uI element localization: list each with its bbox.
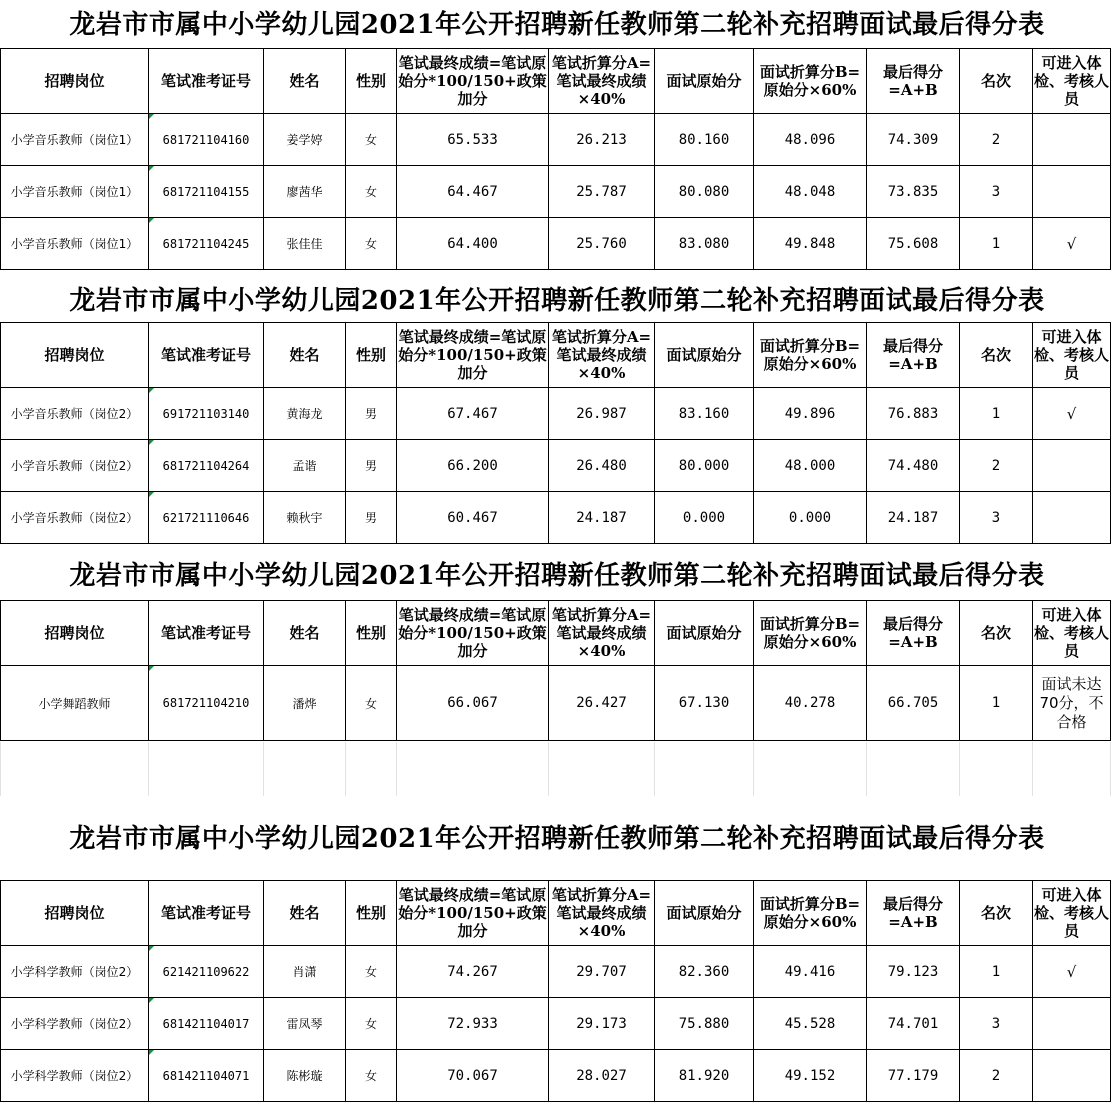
cell-written-final: 72.933 bbox=[397, 998, 549, 1050]
section-title: 龙岩市市属中小学幼儿园2021年公开招聘新任教师第二轮补充招聘面试最后得分表 bbox=[69, 286, 1045, 316]
header-interview-b: 面试折算分B=原始分×60% bbox=[754, 601, 867, 666]
cell-written-final: 64.467 bbox=[397, 166, 549, 218]
cell-post: 小学音乐教师（岗位2） bbox=[1, 492, 149, 544]
header-total: 最后得分=A+B bbox=[867, 49, 960, 114]
cell-written-final: 67.467 bbox=[397, 388, 549, 440]
cell-written-final: 65.533 bbox=[397, 114, 549, 166]
cell-exam-id: 681721104245 bbox=[149, 218, 264, 270]
header-interview-b: 面试折算分B=原始分×60% bbox=[754, 881, 867, 946]
table-row bbox=[1, 388, 1111, 440]
cell-rank: 2 bbox=[960, 440, 1033, 492]
header-note: 可进入体检、考核人员 bbox=[1033, 49, 1111, 114]
cell-exam-id: 621421109622 bbox=[149, 946, 264, 998]
header-gender: 性别 bbox=[346, 49, 397, 114]
cell-note: √ bbox=[1033, 218, 1111, 270]
header-name: 姓名 bbox=[264, 49, 346, 114]
table-row bbox=[1, 440, 1111, 492]
header-name: 姓名 bbox=[264, 323, 346, 388]
header-note: 可进入体检、考核人员 bbox=[1033, 881, 1111, 946]
table-row bbox=[1, 998, 1111, 1050]
cell-written-a: 26.213 bbox=[549, 114, 655, 166]
cell-note bbox=[1033, 114, 1111, 166]
cell-rank: 3 bbox=[960, 998, 1033, 1050]
cell-total: 24.187 bbox=[867, 492, 960, 544]
header-written-a: 笔试折算分A=笔试最终成绩×40% bbox=[549, 49, 655, 114]
header-total: 最后得分=A+B bbox=[867, 601, 960, 666]
header-total: 最后得分=A+B bbox=[867, 881, 960, 946]
empty-row bbox=[0, 742, 1111, 796]
score-table bbox=[0, 880, 1111, 1102]
table-row bbox=[1, 218, 1111, 270]
cell-name: 陈彬璇 bbox=[264, 1050, 346, 1102]
header-rank: 名次 bbox=[960, 49, 1033, 114]
cell-written-final: 60.467 bbox=[397, 492, 549, 544]
cell-interview-raw: 80.160 bbox=[655, 114, 754, 166]
header-interview-raw: 面试原始分 bbox=[655, 881, 754, 946]
cell-name: 黄海龙 bbox=[264, 388, 346, 440]
cell-written-a: 26.480 bbox=[549, 440, 655, 492]
header-exam-id: 笔试准考证号 bbox=[149, 881, 264, 946]
header-post: 招聘岗位 bbox=[1, 49, 149, 114]
cell-interview-raw: 75.880 bbox=[655, 998, 754, 1050]
cell-note: √ bbox=[1033, 388, 1111, 440]
cell-exam-id: 681721104210 bbox=[149, 666, 264, 741]
cell-interview-raw: 83.080 bbox=[655, 218, 754, 270]
cell-total: 74.480 bbox=[867, 440, 960, 492]
header-rank: 名次 bbox=[960, 601, 1033, 666]
cell-total: 66.705 bbox=[867, 666, 960, 741]
cell-interview-b: 49.152 bbox=[754, 1050, 867, 1102]
score-table bbox=[0, 322, 1111, 544]
cell-interview-b: 48.000 bbox=[754, 440, 867, 492]
cell-gender: 女 bbox=[346, 998, 397, 1050]
cell-written-final: 66.200 bbox=[397, 440, 549, 492]
cell-post: 小学科学教师（岗位2） bbox=[1, 1050, 149, 1102]
cell-written-a: 29.173 bbox=[549, 998, 655, 1050]
cell-rank: 3 bbox=[960, 166, 1033, 218]
section-title: 龙岩市市属中小学幼儿园2021年公开招聘新任教师第二轮补充招聘面试最后得分表 bbox=[69, 561, 1045, 591]
cell-total: 76.883 bbox=[867, 388, 960, 440]
cell-exam-id: 681721104160 bbox=[149, 114, 264, 166]
cell-interview-raw: 0.000 bbox=[655, 492, 754, 544]
header-post: 招聘岗位 bbox=[1, 601, 149, 666]
cell-exam-id: 681721104155 bbox=[149, 166, 264, 218]
header-post: 招聘岗位 bbox=[1, 323, 149, 388]
header-row bbox=[1, 601, 1111, 666]
header-gender: 性别 bbox=[346, 601, 397, 666]
cell-interview-b: 49.416 bbox=[754, 946, 867, 998]
cell-written-a: 28.027 bbox=[549, 1050, 655, 1102]
table-row bbox=[1, 166, 1111, 218]
cell-post: 小学音乐教师（岗位2） bbox=[1, 388, 149, 440]
cell-written-a: 29.707 bbox=[549, 946, 655, 998]
cell-note: 面试未达70分，不合格 bbox=[1033, 666, 1111, 741]
cell-total: 73.835 bbox=[867, 166, 960, 218]
cell-post: 小学科学教师（岗位2） bbox=[1, 946, 149, 998]
header-gender: 性别 bbox=[346, 881, 397, 946]
header-note: 可进入体检、考核人员 bbox=[1033, 601, 1111, 666]
header-name: 姓名 bbox=[264, 881, 346, 946]
cell-gender: 女 bbox=[346, 114, 397, 166]
cell-name: 张佳佳 bbox=[264, 218, 346, 270]
cell-interview-raw: 83.160 bbox=[655, 388, 754, 440]
table-row bbox=[1, 946, 1111, 998]
header-total: 最后得分=A+B bbox=[867, 323, 960, 388]
header-written-final: 笔试最终成绩=笔试原始分*100/150+政策加分 bbox=[397, 601, 549, 666]
cell-name: 廖茜华 bbox=[264, 166, 346, 218]
cell-gender: 男 bbox=[346, 440, 397, 492]
cell-written-final: 64.400 bbox=[397, 218, 549, 270]
score-table bbox=[0, 48, 1111, 270]
cell-written-final: 74.267 bbox=[397, 946, 549, 998]
cell-rank: 2 bbox=[960, 1050, 1033, 1102]
header-interview-raw: 面试原始分 bbox=[655, 49, 754, 114]
header-interview-b: 面试折算分B=原始分×60% bbox=[754, 49, 867, 114]
table-row bbox=[1, 492, 1111, 544]
cell-exam-id: 621721110646 bbox=[149, 492, 264, 544]
cell-interview-raw: 67.130 bbox=[655, 666, 754, 741]
cell-gender: 男 bbox=[346, 388, 397, 440]
cell-written-final: 70.067 bbox=[397, 1050, 549, 1102]
header-row bbox=[1, 323, 1111, 388]
header-exam-id: 笔试准考证号 bbox=[149, 601, 264, 666]
section-title: 龙岩市市属中小学幼儿园2021年公开招聘新任教师第二轮补充招聘面试最后得分表 bbox=[69, 824, 1045, 854]
cell-rank: 1 bbox=[960, 666, 1033, 741]
header-interview-raw: 面试原始分 bbox=[655, 601, 754, 666]
cell-gender: 女 bbox=[346, 166, 397, 218]
cell-post: 小学音乐教师（岗位1） bbox=[1, 166, 149, 218]
cell-name: 雷凤琴 bbox=[264, 998, 346, 1050]
cell-interview-b: 48.096 bbox=[754, 114, 867, 166]
cell-exam-id: 681421104017 bbox=[149, 998, 264, 1050]
cell-written-a: 24.187 bbox=[549, 492, 655, 544]
cell-note: √ bbox=[1033, 946, 1111, 998]
cell-exam-id: 681721104264 bbox=[149, 440, 264, 492]
header-written-final: 笔试最终成绩=笔试原始分*100/150+政策加分 bbox=[397, 323, 549, 388]
cell-note bbox=[1033, 998, 1111, 1050]
header-interview-b: 面试折算分B=原始分×60% bbox=[754, 323, 867, 388]
cell-rank: 2 bbox=[960, 114, 1033, 166]
table-row bbox=[1, 114, 1111, 166]
cell-post: 小学音乐教师（岗位1） bbox=[1, 114, 149, 166]
cell-name: 赖秋宇 bbox=[264, 492, 346, 544]
score-table bbox=[0, 600, 1111, 741]
cell-name: 孟谐 bbox=[264, 440, 346, 492]
cell-written-a: 26.427 bbox=[549, 666, 655, 741]
cell-post: 小学音乐教师（岗位1） bbox=[1, 218, 149, 270]
header-rank: 名次 bbox=[960, 881, 1033, 946]
cell-note bbox=[1033, 492, 1111, 544]
table-row bbox=[1, 666, 1111, 741]
cell-interview-raw: 82.360 bbox=[655, 946, 754, 998]
cell-exam-id: 681421104071 bbox=[149, 1050, 264, 1102]
header-written-a: 笔试折算分A=笔试最终成绩×40% bbox=[549, 881, 655, 946]
cell-gender: 女 bbox=[346, 1050, 397, 1102]
cell-exam-id: 691721103140 bbox=[149, 388, 264, 440]
cell-name: 潘烨 bbox=[264, 666, 346, 741]
cell-post: 小学舞蹈教师 bbox=[1, 666, 149, 741]
header-written-a: 笔试折算分A=笔试最终成绩×40% bbox=[549, 323, 655, 388]
header-name: 姓名 bbox=[264, 601, 346, 666]
cell-name: 姜学婷 bbox=[264, 114, 346, 166]
cell-written-final: 66.067 bbox=[397, 666, 549, 741]
cell-name: 肖潇 bbox=[264, 946, 346, 998]
cell-interview-raw: 80.000 bbox=[655, 440, 754, 492]
cell-rank: 3 bbox=[960, 492, 1033, 544]
cell-interview-b: 40.278 bbox=[754, 666, 867, 741]
header-row bbox=[1, 881, 1111, 946]
cell-gender: 女 bbox=[346, 946, 397, 998]
header-written-final: 笔试最终成绩=笔试原始分*100/150+政策加分 bbox=[397, 881, 549, 946]
cell-rank: 1 bbox=[960, 218, 1033, 270]
cell-interview-b: 45.528 bbox=[754, 998, 867, 1050]
cell-rank: 1 bbox=[960, 388, 1033, 440]
cell-interview-b: 49.848 bbox=[754, 218, 867, 270]
cell-total: 79.123 bbox=[867, 946, 960, 998]
cell-rank: 1 bbox=[960, 946, 1033, 998]
table-row bbox=[1, 1050, 1111, 1102]
cell-interview-b: 48.048 bbox=[754, 166, 867, 218]
cell-written-a: 25.760 bbox=[549, 218, 655, 270]
cell-note bbox=[1033, 440, 1111, 492]
cell-note bbox=[1033, 166, 1111, 218]
cell-gender: 男 bbox=[346, 492, 397, 544]
header-interview-raw: 面试原始分 bbox=[655, 323, 754, 388]
cell-interview-raw: 81.920 bbox=[655, 1050, 754, 1102]
header-note: 可进入体检、考核人员 bbox=[1033, 323, 1111, 388]
cell-interview-b: 0.000 bbox=[754, 492, 867, 544]
cell-total: 74.309 bbox=[867, 114, 960, 166]
header-exam-id: 笔试准考证号 bbox=[149, 49, 264, 114]
cell-interview-raw: 80.080 bbox=[655, 166, 754, 218]
header-row bbox=[1, 49, 1111, 114]
cell-note bbox=[1033, 1050, 1111, 1102]
header-exam-id: 笔试准考证号 bbox=[149, 323, 264, 388]
header-post: 招聘岗位 bbox=[1, 881, 149, 946]
cell-total: 75.608 bbox=[867, 218, 960, 270]
cell-written-a: 26.987 bbox=[549, 388, 655, 440]
header-written-a: 笔试折算分A=笔试最终成绩×40% bbox=[549, 601, 655, 666]
cell-total: 77.179 bbox=[867, 1050, 960, 1102]
cell-post: 小学科学教师（岗位2） bbox=[1, 998, 149, 1050]
cell-gender: 女 bbox=[346, 666, 397, 741]
cell-gender: 女 bbox=[346, 218, 397, 270]
header-gender: 性别 bbox=[346, 323, 397, 388]
cell-written-a: 25.787 bbox=[549, 166, 655, 218]
cell-total: 74.701 bbox=[867, 998, 960, 1050]
header-written-final: 笔试最终成绩=笔试原始分*100/150+政策加分 bbox=[397, 49, 549, 114]
cell-post: 小学音乐教师（岗位2） bbox=[1, 440, 149, 492]
header-rank: 名次 bbox=[960, 323, 1033, 388]
section-title: 龙岩市市属中小学幼儿园2021年公开招聘新任教师第二轮补充招聘面试最后得分表 bbox=[69, 10, 1045, 40]
cell-interview-b: 49.896 bbox=[754, 388, 867, 440]
